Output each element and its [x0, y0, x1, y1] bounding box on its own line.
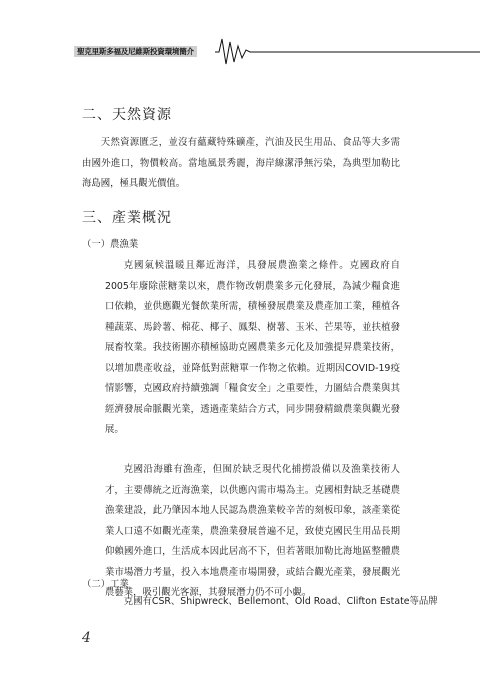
- industry-paragraph: 克國有CSR、Shipwreck、Bellemont、Old Road、Clifton Estate等品牌: [123, 596, 438, 607]
- section-heading-natural-resources: 二、天然資源: [82, 107, 172, 123]
- page-number: 4: [82, 630, 91, 646]
- agriculture-paragraph: 克國氣候溫暖且鄰近海洋，具發展農漁業之條件。克國政府自2005年廢除蔗糖業以來，農作物改朝農業多元化發展，為減少糧食進口依賴，並供應觀光餐飲業所需，積極發展農業及農產加工業，種植各種蔬菜、馬鈴薯、棉花、椰子、鳳梨、樹薯、玉米、芒果等，並扶植發展畜牧業。我技術團亦積極協助克國農業多元化及加強提昇農業技術，以增加農產收益，並降低對蔗糖單一作物之依賴。近期因COVID-19疫情影響，克國政府持續強調「糧食安全」之重要性，力圖結合農業與其經濟發展命脈觀光業，透過產業結合方式，同步開發精緻農業與觀光發展。: [105, 260, 400, 435]
- header-wave-line: [0, 36, 480, 68]
- subsection-title-industry: （二）工業: [82, 579, 129, 590]
- section-heading-industry-overview: 三、產業概況: [82, 210, 172, 226]
- fishery-paragraph: 克國沿海雖有漁產，但囿於缺乏現代化捕撈設備以及漁業技術人才，主要傳統之近海漁業，以供應內需市場為主。克國相對缺乏基礎農漁業建設，此乃肇因本地人民認為農漁業較辛苦的刻板印象，該產業從業人口遠不如觀光產業，農漁業發展普遍不足，致使克國民生用品長期仰賴國外進口，生活成本因此居高不下，但若著眼加勒比海地區整體農業市場潛力考量，投入本地農產市場開發，或結合觀光產業，發展觀光農藝業，吸引觀光客源，其發展潛力仍不可小覷。: [105, 464, 400, 598]
- subsection-title-agriculture-fishery: （一）農漁業: [82, 239, 139, 250]
- natural-resources-paragraph: 天然資源匱乏，並沒有蘊藏特殊礦產，汽油及民生用品、食品等大多需由國外進口，物價較高。當地風景秀麗，海岸線潔淨無污染，為典型加勒比海島國，極具觀光價值。: [82, 137, 400, 189]
- running-header-title: 聖克里斯多福及尼維斯投資環境簡介: [74, 46, 197, 57]
